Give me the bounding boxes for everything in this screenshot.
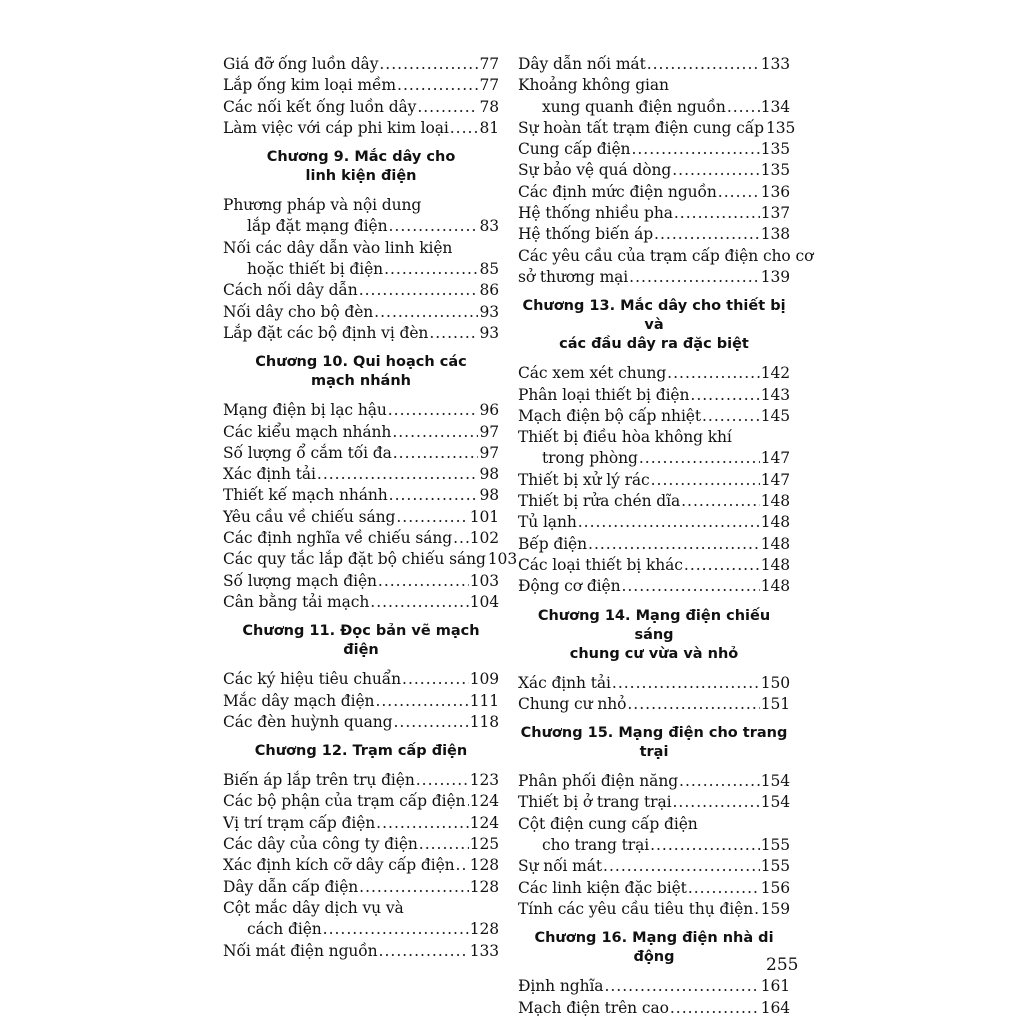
toc-entry (223, 400, 499, 421)
dot-leader (667, 363, 760, 384)
entry-page-number: 147 (760, 449, 790, 468)
dot-leader (702, 406, 760, 427)
toc-entry (518, 771, 790, 792)
entry-title: Cân bằng tải mạch (223, 592, 370, 611)
entry-page-number: 138 (760, 225, 790, 244)
toc-entry (223, 302, 499, 323)
toc-entry (223, 549, 518, 570)
entry-page-number: 148 (760, 577, 790, 596)
toc-entry (223, 919, 499, 940)
entry-title: sở thương mại (518, 267, 629, 286)
dot-leader (650, 835, 760, 856)
dot-leader (379, 941, 469, 962)
entry-title: Hệ thống nhiều pha (518, 204, 673, 223)
dot-leader (419, 834, 469, 855)
entry-page-number: 164 (760, 998, 790, 1017)
toc-entry-multiline (518, 246, 814, 289)
entry-title: Các quy tắc lắp đặt bộ chiếu sáng (223, 550, 486, 569)
dot-leader (684, 555, 760, 576)
chapter-heading-line: Chương 13. Mắc dây cho thiết bị và (522, 298, 786, 334)
entry-page-number: 104 (469, 592, 499, 611)
toc-entry (518, 139, 790, 160)
entry-page-number: 81 (479, 118, 499, 137)
toc-entry (518, 534, 790, 555)
entry-page-number: 98 (479, 465, 499, 484)
toc-entry (518, 856, 790, 877)
entry-page-number: 133 (760, 55, 790, 73)
entry-page-number: 156 (760, 878, 790, 897)
chapter-heading-line: Chương 15. Mạng điện cho trang trại (520, 725, 788, 761)
entry-title: Thiết kế mạch nhánh (223, 486, 388, 505)
dot-leader (379, 54, 478, 75)
toc-entry (518, 792, 790, 813)
entry-title: Cách nối dây dẫn (223, 281, 358, 300)
chapter-heading-line: linh kiện điện (305, 168, 417, 185)
chapter-heading (518, 607, 790, 664)
entry-title: Các linh kiện đặc biệt (518, 878, 687, 897)
entry-title: Sự bảo vệ quá dòng (518, 161, 672, 180)
dot-leader (631, 139, 759, 160)
entry-page-number: 101 (469, 507, 499, 526)
entry-title: Thiết bị rửa chén dĩa (518, 492, 681, 511)
dot-leader (388, 216, 478, 237)
toc-entry (518, 576, 790, 597)
entry-title: Phân phối điện năng (518, 772, 679, 791)
toc-entry (223, 592, 499, 613)
chapter-heading-line: Chương 9. Mắc dây cho (266, 149, 456, 166)
toc-entry (223, 323, 499, 344)
entry-title-first-line: Khoảng không gian (518, 76, 669, 95)
entry-page-number: 93 (479, 302, 499, 321)
toc-entry-multiline (223, 195, 499, 238)
dot-leader (450, 118, 479, 139)
entry-title: Xác định tải (223, 465, 316, 484)
entry-page-number: 148 (760, 534, 790, 553)
entry-title: Mắc dây mạch điện (223, 691, 375, 710)
toc-entry (223, 75, 499, 96)
entry-page-number: 98 (479, 486, 499, 505)
entry-title: Mạch điện trên cao (518, 998, 669, 1017)
chapter-heading (518, 724, 790, 762)
dot-leader (393, 443, 479, 464)
entry-page-number: 128 (469, 920, 499, 939)
toc-column-left (223, 54, 518, 962)
entry-page-number: 150 (760, 673, 790, 692)
dot-leader (603, 856, 760, 877)
toc-entry (518, 878, 790, 899)
chapter-heading (223, 353, 499, 391)
dot-leader (453, 528, 469, 549)
chapter-heading (223, 148, 499, 186)
entry-title: cho trang trại (542, 836, 650, 855)
chapter-heading-line: Chương 14. Mạng điện chiếu sáng (537, 607, 771, 643)
entry-title: trong phòng (542, 449, 638, 468)
entry-page-number: 103 (469, 571, 499, 590)
entry-title: Động cơ điện (518, 577, 621, 596)
dot-leader (718, 182, 760, 203)
dot-leader (402, 669, 469, 690)
toc-column-right (518, 54, 814, 1019)
entry-page-number: 77 (479, 76, 499, 95)
dot-leader (323, 919, 469, 940)
entry-page-number: 125 (469, 835, 499, 854)
entry-title: hoặc thiết bị điện (247, 260, 384, 279)
toc-entry (518, 203, 790, 224)
toc-entry (518, 512, 790, 533)
entry-title: Các bộ phận của trạm cấp điện (223, 792, 466, 811)
dot-leader (370, 592, 468, 613)
entry-page-number: 143 (760, 385, 790, 404)
entry-title: Hệ thống biến áp (518, 225, 654, 244)
dot-leader (466, 791, 468, 812)
entry-title-first-line: Phương pháp và nội dung (223, 196, 422, 215)
dot-leader (670, 998, 760, 1019)
chapter-heading (518, 929, 790, 967)
toc-entry (223, 216, 499, 237)
dot-leader (639, 448, 760, 469)
dot-leader (384, 259, 478, 280)
chapter-heading-line: Chương 12. Trạm cấp điện (254, 743, 468, 760)
entry-title: Cung cấp điện (518, 140, 631, 159)
dot-leader (397, 75, 478, 96)
entry-page-number: 93 (479, 323, 499, 342)
entry-title: Biến áp lắp trên trụ điện (223, 771, 415, 790)
entry-page-number: 151 (760, 694, 790, 713)
dot-leader (612, 673, 760, 694)
entry-page-number: 135 (765, 118, 796, 137)
entry-title-first-line: Nối các dây dẫn vào linh kiện (223, 238, 453, 257)
entry-page-number: 147 (760, 470, 790, 489)
entry-page-number: 142 (760, 364, 790, 383)
toc-entry (223, 791, 499, 812)
dot-leader (359, 280, 479, 301)
dot-leader (393, 712, 468, 733)
toc-entry (518, 694, 790, 715)
entry-page-number: 154 (760, 793, 790, 812)
dot-leader (679, 771, 760, 792)
toc-entry (518, 555, 790, 576)
toc-entry (518, 160, 790, 181)
toc-entry (223, 834, 499, 855)
toc-entry (518, 97, 790, 118)
entry-title: Tính các yêu cầu tiêu thụ điện (518, 899, 754, 918)
entry-title: xung quanh điện nguồn (542, 97, 726, 116)
chapter-heading-line: Chương 16. Mạng điện nhà di động (534, 930, 774, 966)
entry-title: Xác định kích cỡ dây cấp điện (223, 856, 455, 875)
entry-page-number: 111 (469, 691, 499, 710)
toc-entry (518, 448, 790, 469)
toc-entry (223, 422, 499, 443)
toc-entry (223, 877, 499, 898)
dot-leader (374, 302, 478, 323)
toc-entry-multiline (223, 898, 499, 941)
entry-title: Chung cư nhỏ (518, 694, 627, 713)
entry-title: Số lượng ổ cắm tối đa (223, 443, 392, 462)
entry-title: Các xem xét chung (518, 364, 667, 383)
toc-entry (223, 691, 499, 712)
toc-entry-multiline (518, 427, 790, 470)
entry-title: Thiết bị ở trang trại (518, 793, 672, 812)
entry-page-number: 124 (469, 813, 499, 832)
dot-leader (629, 267, 760, 288)
entry-title: Sự hoàn tất trạm điện cung cấp (518, 118, 764, 137)
toc-entry (223, 443, 499, 464)
entry-page-number: 103 (487, 550, 518, 569)
entry-title: Dây dẫn nối mát (518, 55, 646, 73)
toc-entry (518, 998, 790, 1019)
dot-leader (389, 485, 479, 506)
entry-page-number: 155 (760, 857, 790, 876)
toc-entry (518, 899, 790, 920)
toc-entry-multiline (223, 238, 499, 281)
entry-page-number: 128 (469, 856, 499, 875)
dot-leader (396, 507, 468, 528)
entry-page-number: 77 (479, 55, 499, 73)
entry-page-number: 137 (760, 204, 790, 223)
toc-entry (223, 259, 499, 280)
dot-leader (429, 323, 478, 344)
dot-leader (578, 512, 760, 533)
entry-page-number: 161 (760, 977, 790, 996)
chapter-heading-line: Chương 11. Đọc bản vẽ mạch điện (242, 623, 480, 659)
entry-page-number: 139 (760, 267, 790, 286)
dot-leader (375, 691, 468, 712)
dot-leader (378, 571, 469, 592)
toc-entry (518, 363, 790, 384)
toc-entry (518, 224, 790, 245)
entry-title: Số lượng mạch điện (223, 571, 377, 590)
page-number: 255 (766, 955, 799, 975)
toc-entry (518, 385, 790, 406)
entry-page-number: 97 (479, 422, 499, 441)
entry-title: Các định mức điện nguồn (518, 182, 717, 201)
dot-leader (754, 899, 760, 920)
toc-entry (518, 835, 790, 856)
entry-page-number: 85 (479, 260, 499, 279)
toc-entry-multiline (518, 814, 790, 857)
entry-page-number: 136 (760, 182, 790, 201)
dot-leader (688, 878, 760, 899)
toc-entry (518, 491, 790, 512)
entry-page-number: 148 (760, 555, 790, 574)
dot-leader (388, 400, 479, 421)
toc-entry (223, 712, 499, 733)
entry-page-number: 155 (760, 836, 790, 855)
entry-title-first-line: Cột mắc dây dịch vụ và (223, 898, 404, 917)
entry-title-first-line: Cột điện cung cấp điện (518, 814, 698, 833)
chapter-heading-line: mạch nhánh (311, 373, 411, 390)
entry-title: Phân loại thiết bị điện (518, 385, 690, 404)
toc-entry (223, 507, 499, 528)
entry-page-number: 148 (760, 513, 790, 532)
entry-page-number: 109 (469, 670, 499, 689)
dot-leader (627, 694, 759, 715)
entry-title: Các loại thiết bị khác (518, 555, 683, 574)
entry-title: Các định nghĩa về chiếu sáng (223, 529, 453, 548)
toc-entry (518, 406, 790, 427)
entry-title: Lắp ống kim loại mềm (223, 76, 397, 95)
entry-title: Tủ lạnh (518, 513, 577, 532)
entry-page-number: 102 (469, 529, 499, 548)
entry-title: Các kiểu mạch nhánh (223, 422, 392, 441)
entry-title: Yêu cầu về chiếu sáng (223, 507, 396, 526)
entry-title: Xác định tải (518, 673, 611, 692)
entry-title: cách điện (247, 920, 322, 939)
entry-page-number: 118 (469, 712, 499, 731)
toc-entry (518, 54, 790, 75)
entry-page-number: 123 (469, 771, 499, 790)
chapter-heading-line: Chương 10. Qui hoạch các (255, 354, 467, 371)
chapter-heading (518, 297, 790, 354)
entry-title: Nối dây cho bộ đèn (223, 302, 374, 321)
toc-entry (223, 280, 499, 301)
entry-title: Mạch điện bộ cấp nhiệt (518, 406, 701, 425)
chapter-heading (223, 622, 499, 660)
toc-entry (518, 182, 790, 203)
entry-page-number: 78 (479, 97, 499, 116)
entry-title: Mạng điện bị lạc hậu (223, 401, 387, 420)
dot-leader (359, 877, 469, 898)
dot-leader (681, 491, 760, 512)
entry-page-number: 135 (760, 140, 790, 159)
dot-leader (604, 976, 759, 997)
dot-leader (621, 576, 759, 597)
chapter-heading-line: chung cư vừa và nhỏ (569, 645, 739, 662)
entry-title: Lắp đặt các bộ định vị đèn (223, 323, 429, 342)
toc-entry (518, 976, 790, 997)
dot-leader (654, 224, 760, 245)
entry-page-number: 148 (760, 492, 790, 511)
entry-title: Giá đỡ ống luồn dây (223, 55, 379, 73)
entry-page-number: 83 (479, 217, 499, 236)
dot-leader (727, 97, 760, 118)
entry-title: Các dây của công ty điện (223, 835, 418, 854)
toc-entry (223, 97, 499, 118)
entry-title-first-line: Các yêu cầu của trạm cấp điện cho cơ (518, 246, 814, 265)
toc-entry (223, 485, 499, 506)
entry-title: Định nghĩa (518, 977, 604, 996)
entry-title: Sự nối mát (518, 857, 603, 876)
dot-leader (588, 534, 760, 555)
dot-leader (417, 97, 478, 118)
entry-page-number: 135 (760, 161, 790, 180)
entry-title: Thiết bị xử lý rác (518, 470, 650, 489)
entry-title: Các nối kết ống luồn dây (223, 97, 417, 116)
dot-leader (674, 203, 760, 224)
toc-entry (223, 464, 499, 485)
entry-title: lắp đặt mạng điện (247, 217, 388, 236)
entry-title: Dây dẫn cấp điện (223, 877, 359, 896)
dot-leader (651, 470, 760, 491)
entry-page-number: 96 (479, 401, 499, 420)
dot-leader (647, 54, 760, 75)
toc-entry (518, 118, 796, 139)
chapter-heading-line: các đầu dây ra đặc biệt (559, 336, 749, 353)
dot-leader (376, 813, 469, 834)
entry-title-first-line: Thiết bị điều hòa không khí (518, 428, 732, 447)
entry-title: Nối mát điện nguồn (223, 941, 378, 960)
dot-leader (392, 422, 478, 443)
entry-page-number: 97 (479, 443, 499, 462)
entry-page-number: 159 (760, 899, 790, 918)
chapter-heading (223, 742, 499, 761)
dot-leader (317, 464, 479, 485)
dot-leader (672, 792, 759, 813)
toc-entry (223, 669, 499, 690)
entry-page-number: 86 (479, 281, 499, 300)
entry-title: Các ký hiệu tiêu chuẩn (223, 670, 402, 689)
toc-entry (223, 118, 499, 139)
toc-entry (518, 470, 790, 491)
dot-leader (416, 770, 469, 791)
toc-entry (518, 673, 790, 694)
toc-entry (518, 267, 790, 288)
toc-entry (223, 54, 499, 75)
entry-page-number: 134 (760, 97, 790, 116)
entry-title: Vị trí trạm cấp điện (223, 813, 376, 832)
entry-title: Bếp điện (518, 534, 588, 553)
entry-page-number: 124 (469, 792, 499, 811)
toc-entry (223, 813, 499, 834)
entry-page-number: 145 (760, 406, 790, 425)
entry-page-number: 133 (469, 941, 499, 960)
toc-entry (223, 855, 499, 876)
dot-leader (690, 385, 759, 406)
entry-page-number: 128 (469, 877, 499, 896)
toc-entry (223, 528, 499, 549)
dot-leader (672, 160, 759, 181)
toc-entry-multiline (518, 75, 790, 118)
entry-title: Các đèn huỳnh quang (223, 712, 393, 731)
dot-leader (456, 855, 469, 876)
entry-page-number: 154 (760, 772, 790, 791)
toc-entry (223, 571, 499, 592)
toc-entry (223, 941, 499, 962)
entry-title: Làm việc với cáp phi kim loại (223, 118, 449, 137)
toc-entry (223, 770, 499, 791)
